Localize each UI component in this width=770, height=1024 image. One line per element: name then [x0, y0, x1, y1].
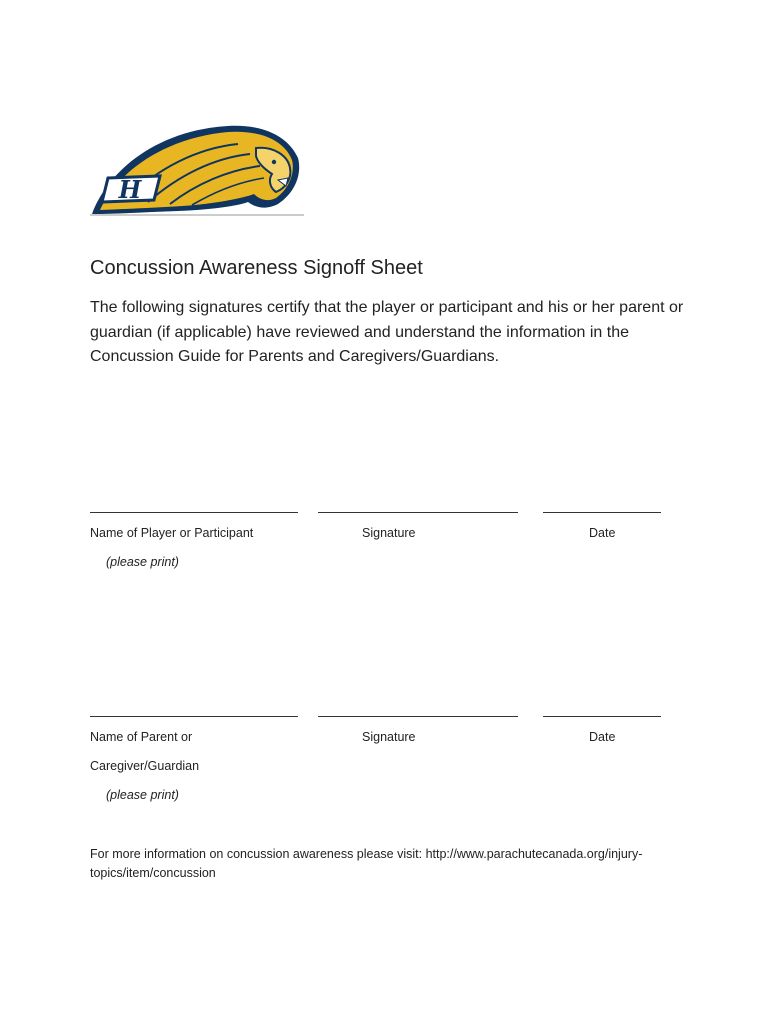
player-signature-line[interactable]	[318, 512, 518, 513]
player-date-label: Date	[589, 526, 616, 540]
footer-info: For more information on concussion awareness please visit: http://www.parachutecanada.org/injury-topics/item/concussion	[90, 847, 643, 880]
logo-letter: H	[118, 175, 142, 204]
lion-mascot-icon	[88, 118, 306, 218]
parent-signature-label: Signature	[362, 730, 416, 744]
parent-date-label: Date	[589, 730, 616, 744]
parent-name-label: Name of Parent or	[90, 730, 193, 744]
parent-print-note: (please print)	[106, 788, 179, 802]
player-signature-label: Signature	[362, 526, 416, 540]
parent-date-line[interactable]	[543, 716, 661, 717]
player-name-line[interactable]	[90, 512, 298, 513]
player-date-line[interactable]	[543, 512, 661, 513]
intro-paragraph: The following signatures certify that the player or participant and his or her parent or guardian (if applicable) have reviewed and understand the information in the Concussion Guide for Parents and Caregivers/Guardians.	[90, 299, 684, 365]
player-name-label: Name of Player or Participant	[90, 526, 254, 540]
player-print-note: (please print)	[106, 555, 179, 569]
parent-signature-line[interactable]	[318, 716, 518, 717]
page-title: Concussion Awareness Signoff Sheet	[90, 257, 423, 279]
parent-name-line[interactable]	[90, 716, 298, 717]
team-logo	[88, 118, 306, 218]
parent-name-label-line2: Caregiver/Guardian	[90, 759, 200, 773]
